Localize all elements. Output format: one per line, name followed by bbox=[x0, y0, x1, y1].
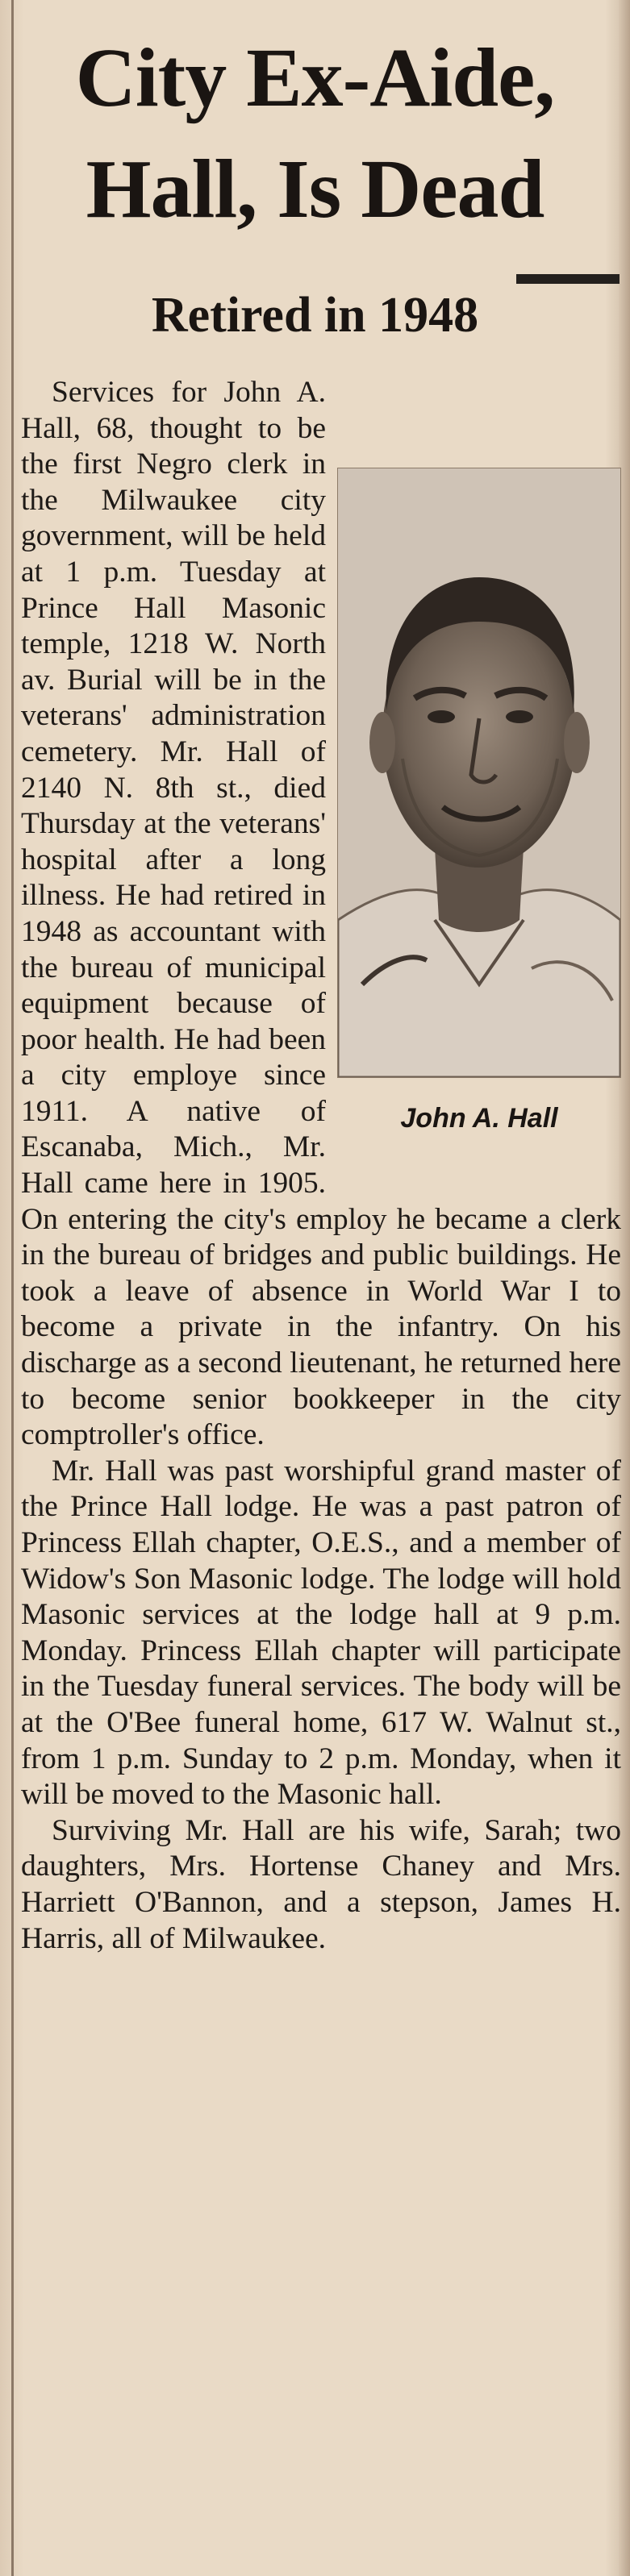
photo-figure bbox=[337, 468, 621, 1193]
article-paragraph-2: Mr. Hall was past worshipful grand master of the Prince Hall lodge. He was a past patron of Princess Ellah chapter, O.E.S., and a member of Widow's Son Masonic lodge. The lodge will hold Masonic services at the lodge hall at 9 p.m. Monday. Princess Ellah chapter will participate in the Tuesday funeral services. The body will be at the O'Bee funeral home, 617 W. Walnut st., from 1 p.m. Sunday to 2 p.m. Monday, when it will be moved to the Masonic hall. bbox=[21, 1454, 621, 1812]
article-paragraph-1: Services for John A. Hall, 68, thought to be the first Negro clerk in the Milwaukee city government, will be held at 1 p.m. Tuesday at Prince Hall Masonic temple, 1218 W. North av. Burial will be in the veterans' administration cemetery. Mr. Hall of 2140 N. 8th st., died Thursday at the veterans' hospital after a long illness. He had retired in 1948 as accountant with the bureau of municipal equipment because of poor health. He had been a city employe since 1911. A native of Escanaba, Mich., Mr. Hall came here in 1905. On entering the city's employ he became a clerk in the bureau of bridges and public buildings. He took a leave of absence in World War I to become a private in the infantry. On his discharge as a second lieutenant, he returned here to become senior bookkeeper in the city comptroller's office. bbox=[21, 376, 621, 1452]
photo-caption: John A. Hall bbox=[400, 1103, 558, 1134]
portrait-photo bbox=[337, 468, 621, 1078]
headline-line-1: City Ex-Aide, bbox=[75, 31, 555, 124]
article-body bbox=[21, 375, 621, 1957]
article-paragraph-3: Surviving Mr. Hall are his wife, Sarah; two daughters, Mrs. Hortense Chaney and Mrs. Harriett O'Bannon, and a stepson, James H. Harris, all of Milwaukee. bbox=[21, 1813, 621, 1955]
portrait-photo-image bbox=[338, 468, 620, 1077]
subheadline: Retired in 1948 bbox=[151, 288, 479, 343]
column-rule-left bbox=[11, 0, 14, 2576]
headline-line-2: Hall, Is Dead bbox=[86, 143, 544, 235]
